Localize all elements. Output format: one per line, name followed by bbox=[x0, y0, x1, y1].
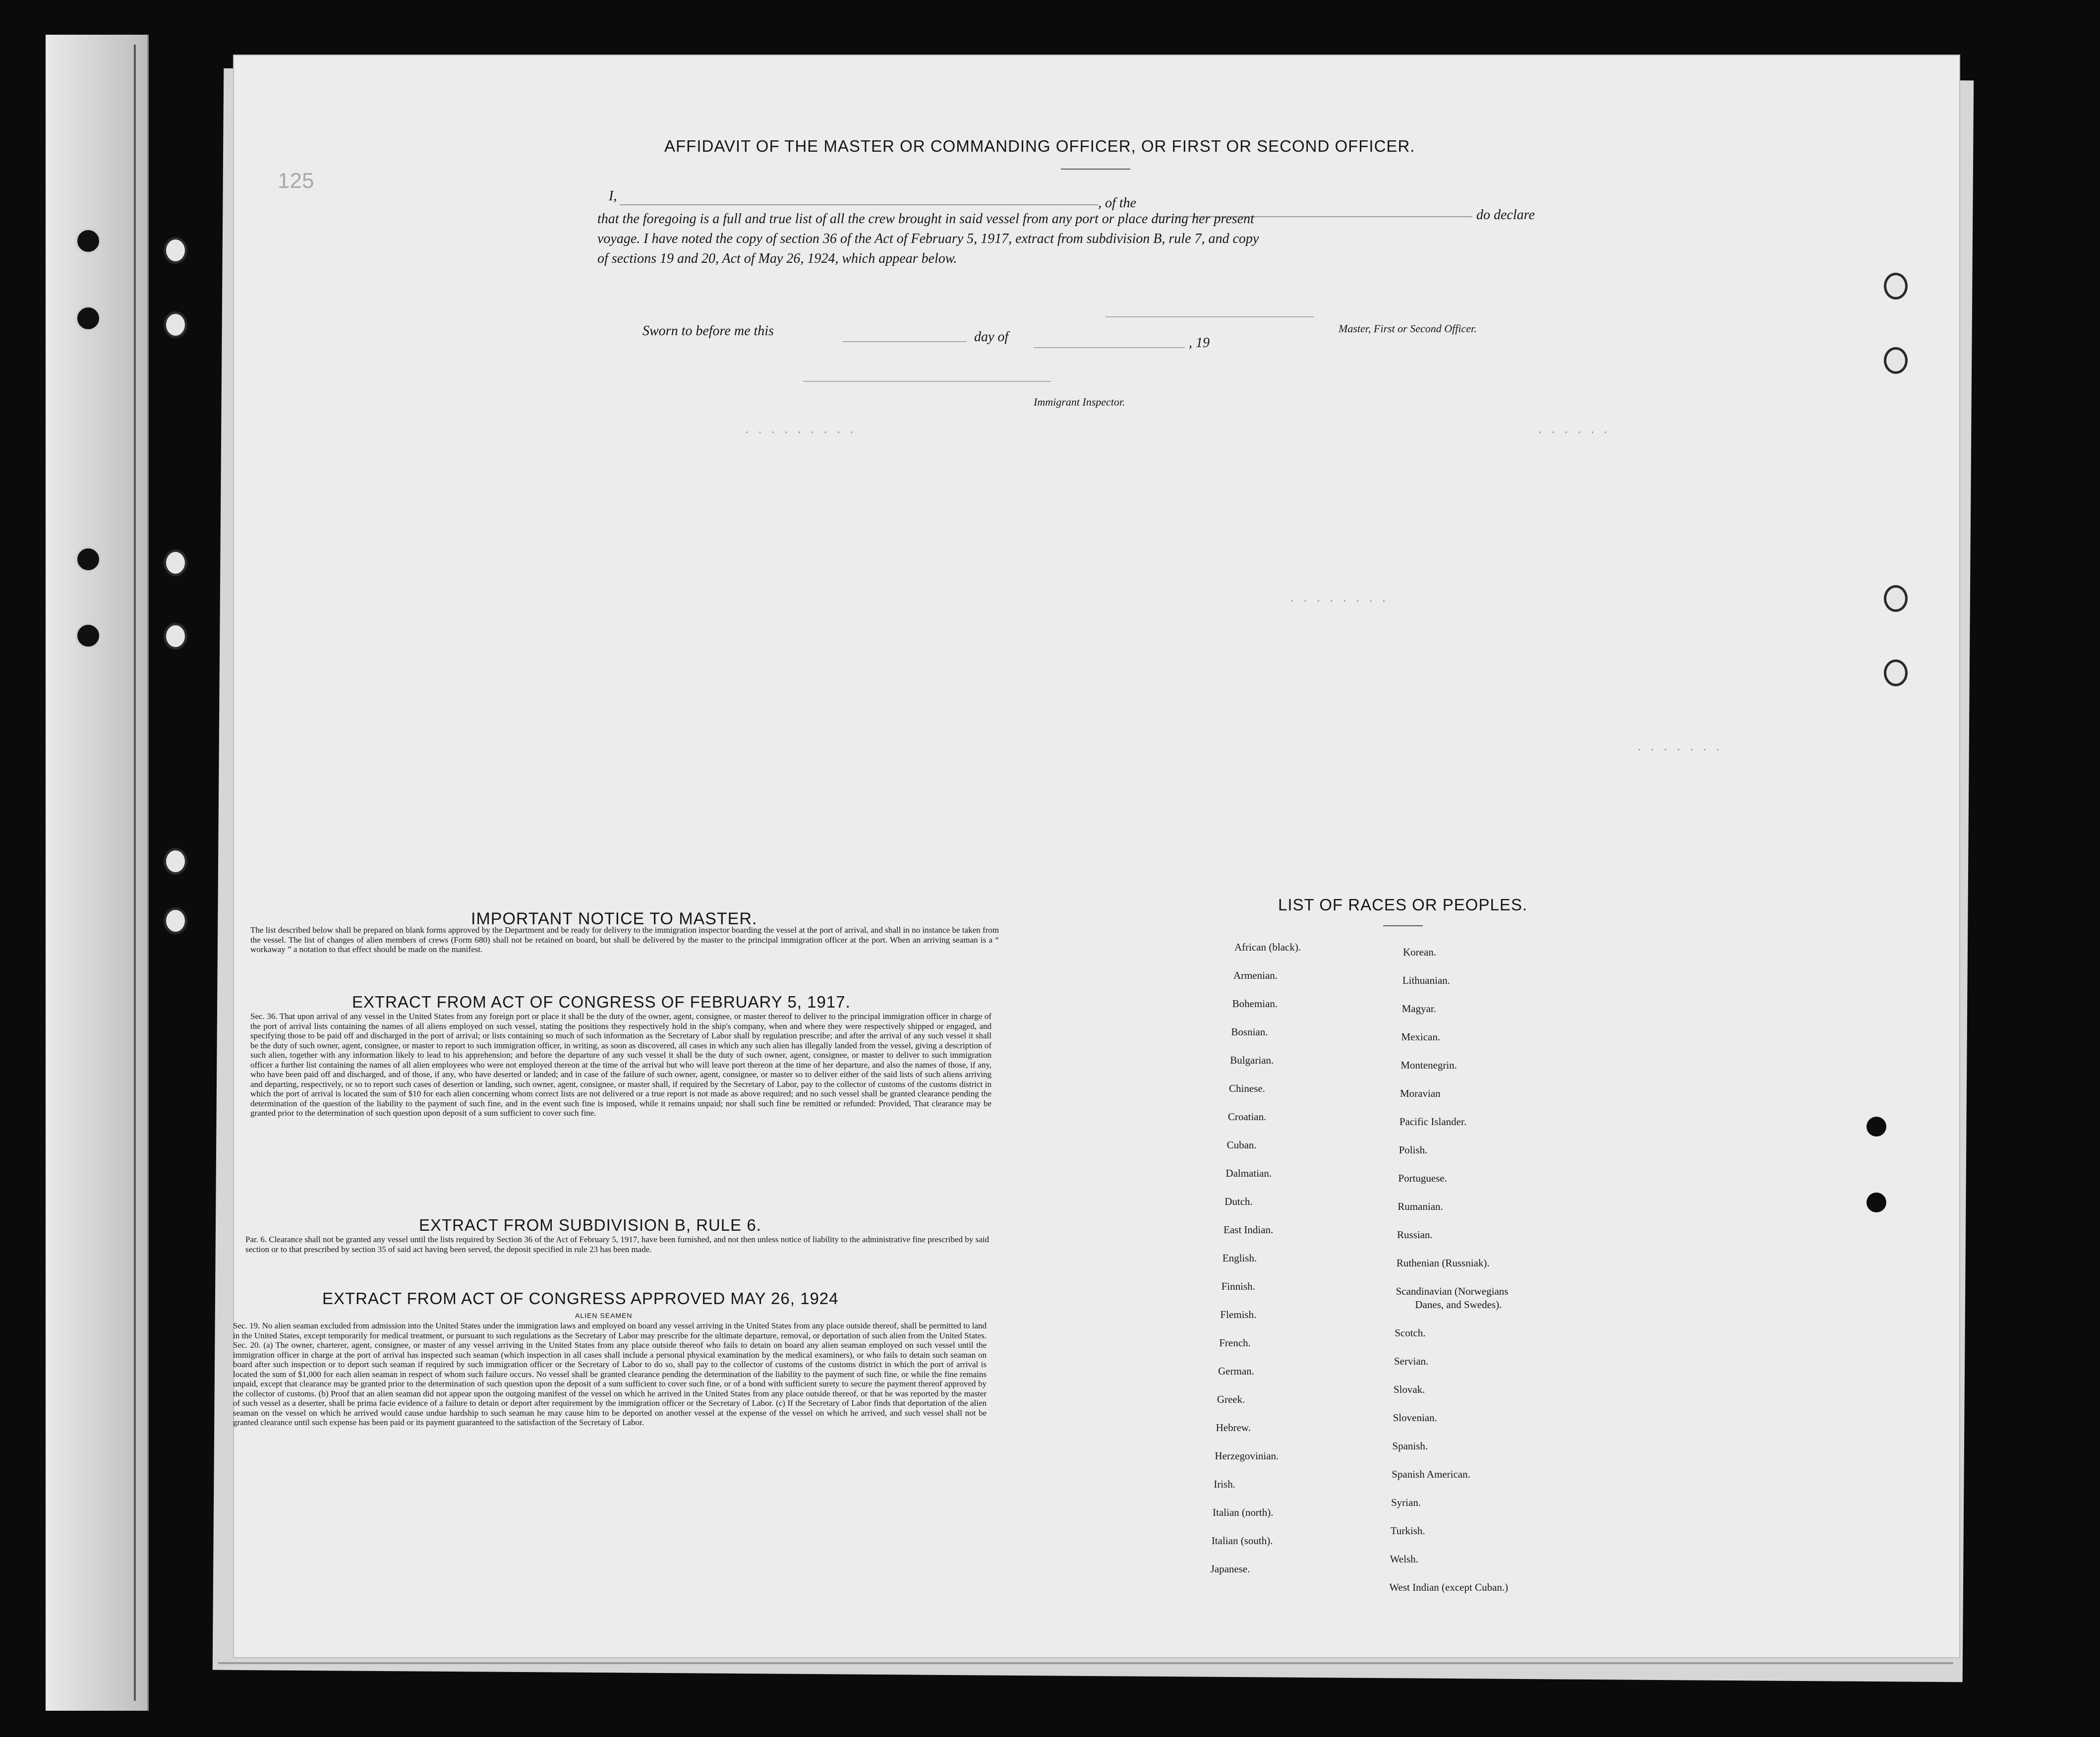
bleed-through-text: · · · · · · · · · bbox=[744, 426, 855, 439]
binder-ring bbox=[164, 311, 187, 338]
race-entry: Lithuanian. bbox=[1402, 974, 1451, 986]
race-entry: Slovak. bbox=[1393, 1383, 1425, 1395]
master-sig-line bbox=[1106, 316, 1314, 317]
extract-1924-title: EXTRACT FROM ACT OF CONGRESS APPROVED MAY 26, 1924 bbox=[322, 1289, 839, 1308]
race-entry: Finnish. bbox=[1221, 1280, 1255, 1292]
binder-ring bbox=[164, 237, 187, 264]
race-entry: West Indian (except Cuban.) bbox=[1389, 1581, 1509, 1593]
race-entry: Herzegovinian. bbox=[1215, 1450, 1279, 1462]
race-entry: East Indian. bbox=[1224, 1224, 1274, 1236]
inspector-sig-line bbox=[803, 381, 1051, 382]
notice-body: The list described below shall be prepared on blank forms approved by the Department and be ready for delivery to the immigration inspector boarding the vessel at the port of arrival, and shall in no instance be taken from the vessel. The list of changes of alien members of crews (Form 680) shall not be retained on board, but shall be delivered by the master to the principal immigration officer at the port. When an arriving seaman is a “ workaway ” a notation to that effect should be made on the manifest. bbox=[250, 925, 999, 954]
race-entry: Armenian. bbox=[1233, 969, 1278, 981]
race-entry: Dutch. bbox=[1225, 1196, 1253, 1207]
race-entry: Magyar. bbox=[1401, 1003, 1437, 1015]
affidavit-text-line: that the foregoing is a full and true list of all the crew brought in said vessel from any port or place during her present bbox=[597, 211, 1254, 227]
affidavit-name-prefix: I, bbox=[609, 188, 617, 204]
month-line bbox=[1034, 347, 1185, 348]
race-entry: Korean. bbox=[1403, 946, 1437, 958]
race-entry: Slovenian. bbox=[1393, 1412, 1437, 1424]
notice-title: IMPORTANT NOTICE TO MASTER. bbox=[471, 909, 758, 928]
binder-ring bbox=[164, 549, 187, 576]
race-entry: English. bbox=[1222, 1252, 1257, 1264]
race-entry: Greek. bbox=[1217, 1393, 1245, 1405]
race-entry: Bosnian. bbox=[1231, 1026, 1268, 1038]
affidavit-declare: do declare bbox=[1476, 207, 1535, 223]
race-entry: Bohemian. bbox=[1232, 998, 1278, 1010]
bleed-through-text: · · · · · · · bbox=[1636, 744, 1721, 756]
race-entry: Turkish. bbox=[1390, 1525, 1425, 1537]
title-rule bbox=[1061, 169, 1130, 170]
race-entry: Portuguese. bbox=[1398, 1172, 1447, 1184]
race-entry: Rumanian. bbox=[1398, 1200, 1443, 1212]
race-entry: Croatian. bbox=[1227, 1111, 1267, 1123]
race-entry: Italian (south). bbox=[1211, 1535, 1273, 1547]
race-entry: Spanish American. bbox=[1392, 1468, 1470, 1480]
race-entry: Flemish. bbox=[1220, 1309, 1257, 1320]
binder-hole bbox=[75, 228, 101, 254]
binder-ring bbox=[164, 623, 187, 650]
races-title-rule bbox=[1383, 925, 1423, 926]
race-entry: Ruthenian (Russniak). bbox=[1396, 1257, 1490, 1269]
extract-1917-body: Sec. 36. That upon arrival of any vessel in the United States from any foreign port or place it shall be the duty of the owner, agent, consignee, or master thereof to deliver to the principal immigration officer in charge of the port of arrival lists containing the names of all aliens employed on such vessel, stating the positions they respectively hold in the ship's company, when and where they were respectively shipped or engaged, and specifying those to be paid off and discharged in the port of arrival; or lists containing so much of such information as the Secretary of Labor shall by regulation prescribe; and after the arrival of any such vessel it shall be the duty of such owner, agent, consignee, or master to report to such immigration officer, in writing, as soon as discovered, all cases in which any such alien has illegally landed from the vessel, giving a description of such alien, together with any information likely to lead to his apprehension; and before the departure of any such vessel it shall be the duty of such owner, agent, consignee, or master to deliver to such immigration officer a further list containing the names of all alien employees who were not employed thereon at the time of the arrival but who will leave port thereon at the time of her departure, and also the names of those, if any, who have been paid off and discharged, and of those, if any, who have deserted or landed; and in case of the failure of such owner, agent, consignee, or master so to deliver either of the said lists of such aliens arriving and departing, respectively, or so to report such cases of desertion or landing, such owner, agent, consignee, or master shall, if required by the Secretary of Labor, pay to the collector of customs of the customs district in which the port of arrival is located the sum of $10 for each alien concerning whom correct lists are not delivered or a true report is not made as above required; and no such vessel shall be granted clearance pending the determination of the question of the liability to the payment of such fine, and in the event such fine is imposed, while it remains unpaid; nor shall such fine be remitted or refunded: Provided, That clearance may be granted prior to the determination of such question upon deposit of a sum sufficient to cover such fine. bbox=[250, 1012, 992, 1118]
subdivision-body: Par. 6. Clearance shall not be granted any vessel until the lists required by Section 36 of the Act of February 5, 1917, have been furnished, and not then unless notice of liability to the administrative fine prescribed by said section or to that prescribed by section 35 of said act having been served, the deposit specified in rule 23 has been made. bbox=[245, 1235, 989, 1254]
sworn-line bbox=[843, 341, 967, 342]
master-signature-label: Master, First or Second Officer. bbox=[1339, 322, 1477, 335]
extract-1924-body: Sec. 19. No alien seaman excluded from admission into the United States under the immigration laws and employed on board any vessel arriving in the United States from any place outside thereof, shall be permitted to land in the United States, except temporarily for medical treatment, or pursuant to such regulations as the Secretary of Labor may prescribe for the ultimate departure, removal, or deportation of such alien from the United States. Sec. 20. (a) The owner, charterer, agent, consignee, or master of any vessel arriving in the United States from any place outside thereof who fails to detain on board any alien seaman employed on such vessel until the immigration officer in charge at the port of arrival has inspected such seaman (which inspection in all cases shall include a personal physical examination by the medical examiners), or who fails to detain such seaman on board after such inspection or to deport such seaman if required by such immigration officer or the Secretary of Labor to do so, shall pay to the collector of customs of the customs district in which the port of arrival is located the sum of $1,000 for each alien seaman in respect of whom such failure occurs. No vessel shall be granted clearance pending the determination of the liability to the payment of such fine, or while the fine remains unpaid, except that clearance may be granted prior to the determination of such question upon the deposit of a sum sufficient to cover such fine, or of a bond with sufficient surety to secure the payment thereof approved by the collector of customs. (b) Proof that an alien seaman did not appear upon the outgoing manifest of the vessel on which he arrived in the United States from any place outside thereof, or that he was reported by the master of such vessel as a deserter, shall be prima facie evidence of a failure to detain or deport after requirement by the immigration officer or the Secretary of Labor. (c) If the Secretary of Labor finds that deportation of the alien seaman on the vessel on which he arrived would cause undue hardship to such seaman he may cause him to be deported on another vessel at the expense of the vessel on which he arrived, and such vessel shall not be granted clearance until such expense has been paid or its payment guaranteed to the satisfaction of the Secretary of Labor. bbox=[233, 1321, 987, 1427]
year-label: , 19 bbox=[1189, 335, 1210, 351]
binder-ring bbox=[1884, 273, 1908, 299]
race-entry: Bulgarian. bbox=[1230, 1054, 1274, 1066]
race-entry: Moravian bbox=[1400, 1087, 1441, 1099]
race-entry: Montenegrin. bbox=[1400, 1059, 1457, 1071]
ink-blot bbox=[1867, 1117, 1886, 1137]
race-entry: Scotch. bbox=[1395, 1327, 1426, 1339]
inspector-signature-label: Immigrant Inspector. bbox=[1034, 396, 1125, 408]
binder-ring bbox=[1884, 585, 1908, 612]
page-number: 125 bbox=[278, 169, 314, 193]
race-entry: German. bbox=[1218, 1365, 1254, 1377]
race-entry: French. bbox=[1219, 1337, 1251, 1349]
race-entry: Italian (north). bbox=[1213, 1506, 1274, 1518]
affidavit-title: AFFIDAVIT OF THE MASTER OR COMMANDING OFFICER, OR FIRST OR SECOND OFFICER. bbox=[664, 137, 1415, 155]
affidavit-text-line: voyage. I have noted the copy of section 36 of the Act of February 5, 1917, extract from subdivision B, rule 7, and copy bbox=[597, 231, 1259, 246]
subdivision-title: EXTRACT FROM SUBDIVISION B, RULE 6. bbox=[419, 1216, 761, 1234]
binder-hole bbox=[75, 305, 101, 331]
day-of-label: day of bbox=[974, 329, 1009, 345]
scan-edge-line bbox=[134, 45, 136, 1701]
bleed-through-text: · · · · · · · · bbox=[1289, 595, 1388, 607]
race-entry: Welsh. bbox=[1390, 1553, 1418, 1565]
race-entry: Hebrew. bbox=[1216, 1422, 1251, 1434]
affidavit-of-the: , of the bbox=[1098, 195, 1136, 211]
race-entry: Irish. bbox=[1214, 1478, 1235, 1490]
race-entry: Chinese. bbox=[1229, 1082, 1265, 1094]
race-entry: African (black). bbox=[1234, 941, 1301, 953]
ink-blot bbox=[1867, 1193, 1886, 1212]
sworn-label: Sworn to before me this bbox=[642, 323, 774, 339]
binder-ring bbox=[1884, 347, 1908, 374]
race-entry: Polish. bbox=[1399, 1144, 1428, 1156]
binder-ring bbox=[1884, 659, 1908, 686]
page-bottom-edge bbox=[218, 1662, 1953, 1664]
race-entry: Dalmatian. bbox=[1225, 1167, 1272, 1179]
binder-hole bbox=[75, 546, 101, 572]
binder-strip bbox=[46, 35, 149, 1711]
bleed-through-text: · · · · · · bbox=[1537, 426, 1609, 439]
race-entry: Pacific Islander. bbox=[1399, 1116, 1467, 1128]
race-entry: Danes, and Swedes). bbox=[1415, 1299, 1502, 1311]
name-line bbox=[620, 204, 1098, 205]
race-entry: Servian. bbox=[1394, 1355, 1429, 1367]
binder-ring bbox=[164, 848, 187, 875]
race-entry: Russian. bbox=[1397, 1229, 1433, 1241]
race-entry: Mexican. bbox=[1401, 1031, 1441, 1043]
binder-hole bbox=[75, 623, 101, 649]
binder-ring bbox=[164, 907, 187, 934]
race-entry: Japanese. bbox=[1210, 1563, 1250, 1575]
race-entry: Syrian. bbox=[1391, 1497, 1421, 1508]
extract-1917-title: EXTRACT FROM ACT OF CONGRESS OF FEBRUARY 5, 1917. bbox=[352, 993, 851, 1011]
race-entry: Spanish. bbox=[1392, 1440, 1428, 1452]
race-entry: Cuban. bbox=[1226, 1139, 1257, 1151]
races-title: LIST OF RACES OR PEOPLES. bbox=[1278, 896, 1528, 914]
affidavit-text-line: of sections 19 and 20, Act of May 26, 1924, which appear below. bbox=[597, 251, 957, 266]
race-entry: Scandinavian (Norwegians bbox=[1396, 1285, 1509, 1297]
extract-1924-subtitle: ALIEN SEAMEN bbox=[575, 1312, 633, 1319]
